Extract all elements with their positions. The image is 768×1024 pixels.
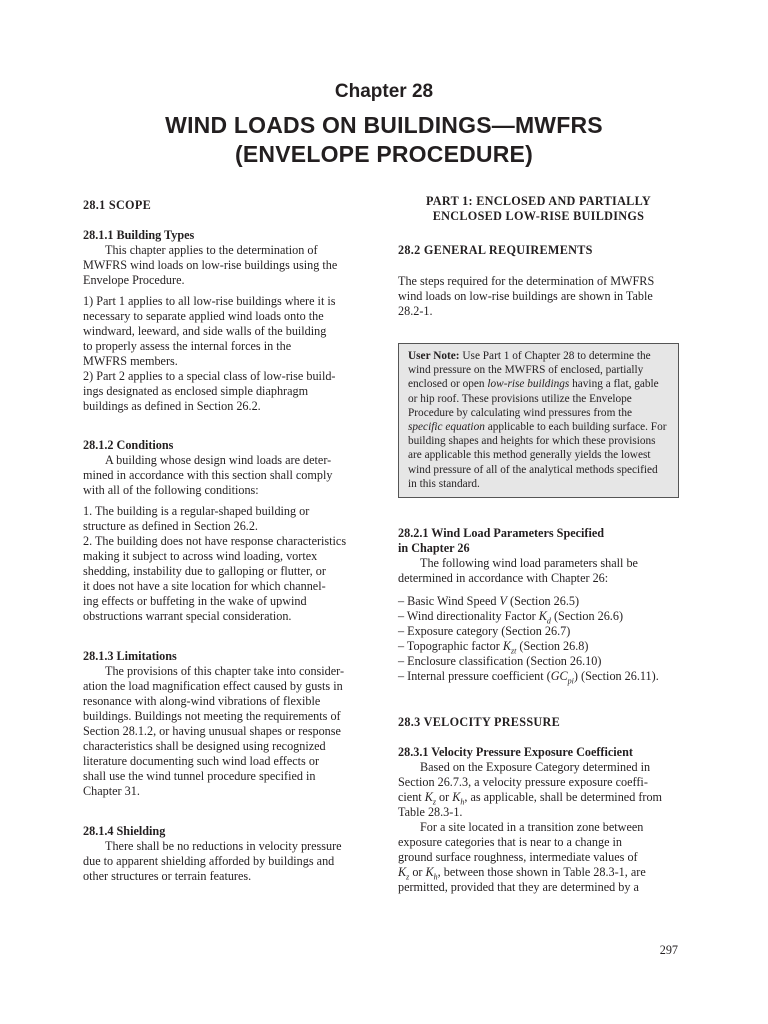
text-line: with all of the following conditions: [83,483,259,497]
symbol: K [538,609,547,624]
text-span: (Section 26.5) [506,594,580,609]
text-line: This chapter applies to the determination of [105,243,318,257]
text-line: A building whose design wind loads are deter- [105,453,332,467]
symbol: K [452,790,461,805]
text-span: or [436,790,453,805]
text-line: Table 28.3-1. [398,805,463,820]
text-line [408,349,669,363]
conditions-list [83,504,358,624]
text-line: permitted, provided that they are determined by a [398,880,639,895]
list-item [398,609,679,624]
text-span: cient [398,790,425,805]
symbol: GC [550,669,568,684]
text-line: Based on the Exposure Category determined in [420,760,651,775]
exposure-coefficient-heading: 28.3.1 Velocity Pressure Exposure Coefficient [398,745,633,760]
text-span: or [409,865,426,880]
list-item [398,639,679,654]
text-line: ings designated as enclosed simple diaphragm [83,384,309,398]
text-line: The following wind load parameters shall be [420,556,638,571]
chapter-label: Chapter 28 [334,81,434,102]
text-line: building shapes and heights for which these provisions [408,435,656,448]
text-line: ing effects or buffeting in the wake of upwind [83,594,307,608]
text-line: Section 26.7.3, a velocity pressure exposure coeffi- [398,775,648,790]
text-line: wind pressure of all of the analytical methods specified [408,463,658,476]
text-line [408,377,669,391]
shielding-heading: 28.1.4 Shielding [83,824,166,838]
text-line: 2. The building does not have response characteristics [83,534,347,548]
text-span: ) (Section 26.11). [573,669,659,684]
symbol: K [425,865,434,880]
chapter-title-line1: WIND LOADS ON BUILDINGS—MWFRS [165,112,603,138]
shielding-paragraph [83,839,358,884]
subscript: h [433,872,438,882]
text-line: Procedure by calculating wind pressures from the [408,406,632,419]
exposure-paragraph [398,760,679,820]
text-line: obstructions warrant special consideration. [83,609,292,623]
text-line: Section 28.1.2, or having unusual shapes or response [83,724,341,738]
chapter-header [0,80,768,169]
text-line: There shall be no reductions in velocity pressure [105,839,342,853]
list-item [398,594,679,609]
emphasis-text: specific equation [408,421,485,434]
left-column [83,198,358,884]
scope-heading: 28.1 SCOPE [83,198,152,212]
limitations-paragraph [83,664,358,799]
text-span: applicable to each building surface. For [484,421,667,434]
subscript: d [546,616,551,626]
text-line: due to apparent shielding afforded by buildings and [83,854,335,868]
text-line: making it subject to across wind loading, vortex [83,549,318,563]
text-line: other structures or terrain features. [83,869,252,883]
list-item [83,294,358,369]
text-line: PART 1: ENCLOSED AND PARTIALLY [425,194,652,208]
text-line: literature documenting such wind load effects or [83,754,320,768]
text-span: (Section 26.6) [550,609,624,624]
text-span: , between those shown in Table 28.3-1, are [437,865,646,880]
text-span: – Topographic factor [398,639,503,654]
text-line: windward, leeward, and side walls of the building [83,324,327,338]
text-line [398,865,679,880]
text-line: necessary to separate applied wind loads onto the [83,309,324,323]
parameters-list [398,594,679,684]
limitations-heading: 28.1.3 Limitations [83,649,177,663]
conditions-heading: 28.1.2 Conditions [83,438,174,452]
text-line: characteristics shall be designed using recognized [83,739,326,753]
list-item [398,669,679,684]
text-line: exposure categories that is near to a change in [398,835,623,850]
text-span: Use Part 1 of Chapter 28 to determine the [459,350,651,362]
chapter-title [0,111,768,169]
text-span: (Section 26.8) [516,639,589,654]
text-span: having a flat, gable [569,378,659,391]
text-line: Chapter 31. [83,784,140,798]
subscript: h [460,797,465,807]
text-line: ground surface roughness, intermediate values of [398,850,638,865]
general-requirements-heading: 28.2 GENERAL REQUIREMENTS [398,243,593,257]
user-note-box [398,343,679,498]
text-line: buildings. Buildings not meeting the requirements of [83,709,341,723]
general-requirements-paragraph [398,274,679,319]
subscript: pi [567,676,574,686]
text-line: resonance with along-wind vibrations of flexible [83,694,321,708]
symbol: K [424,790,433,805]
text-line: 28.2-1. [398,304,433,318]
list-item: – Exposure category (Section 26.7) [398,624,571,639]
text-line: 1) Part 1 applies to all low-rise buildings where it is [83,294,336,308]
text-line: wind loads on low-rise buildings are shown in Table [398,289,653,303]
user-note-label: User Note: [408,350,460,362]
text-line: in Chapter 26 [398,541,470,556]
symbol: V [499,594,507,609]
text-line: buildings as defined in Section 26.2. [83,399,261,413]
emphasis-text: low-rise buildings [487,378,570,391]
part1-heading [398,194,679,224]
text-line [408,420,669,434]
text-line: Envelope Procedure. [83,273,185,287]
text-line: 28.2.1 Wind Load Parameters Specified [398,526,605,541]
text-line: ENCLOSED LOW-RISE BUILDINGS [432,209,645,223]
list-item [83,534,358,624]
text-line: ation the load magnification effect caused by gusts in [83,679,343,693]
subscript: zt [511,646,517,656]
text-line: MWFRS members. [83,354,178,368]
text-span: – Internal pressure coefficient ( [398,669,551,684]
text-line [398,790,679,805]
symbol: K [502,639,511,654]
subscript: z [406,872,410,882]
text-span: – Basic Wind Speed [398,594,500,609]
text-line: MWFRS wind loads on low-rise buildings using the [83,258,338,272]
building-types-heading: 28.1.1 Building Types [83,228,195,242]
text-span: , as applicable, shall be determined from [464,790,663,805]
velocity-pressure-heading: 28.3 VELOCITY PRESSURE [398,715,561,730]
chapter-title-line2: (ENVELOPE PROCEDURE) [235,141,533,167]
text-line: mined in accordance with this section shall comply [83,468,333,482]
text-line: determined in accordance with Chapter 26: [398,571,609,586]
text-span: – Wind directionality Factor [398,609,539,624]
text-line: it does not have a site location for which channel- [83,579,326,593]
text-line: wind pressure on the MWFRS of enclosed, partially [408,364,644,377]
text-line: The steps required for the determination of MWFRS [398,274,655,288]
text-line: are applicable this method generally yields the lowest [408,449,651,462]
list-item [83,504,358,534]
text-line: For a site located in a transition zone between [420,820,644,835]
list-item: – Enclosure classification (Section 26.10) [398,654,602,669]
text-line: The provisions of this chapter take into consider- [105,664,345,678]
symbol: K [398,865,407,880]
text-line: structure as defined in Section 26.2. [83,519,258,533]
list-item [83,369,358,414]
right-column [398,194,679,895]
text-line: shedding, instability due to galloping or flutter, or [83,564,326,578]
text-line: shall use the wind tunnel procedure specified in [83,769,316,783]
text-line: 2) Part 2 applies to a special class of low-rise build- [83,369,336,383]
wind-load-parameters-heading [398,526,679,556]
text-line: to properly assess the internal forces in the [83,339,292,353]
building-types-list [83,294,358,414]
subscript: z [432,797,436,807]
building-types-intro [83,243,358,258]
text-span: enclosed or open [408,378,488,391]
text-line: in this standard. [408,477,480,490]
text-line: or hip roof. These provisions utilize the Envelope [408,392,632,405]
text-line: 1. The building is a regular-shaped building or [83,504,310,518]
page-number: 297 [659,943,678,957]
transition-paragraph [398,820,679,895]
